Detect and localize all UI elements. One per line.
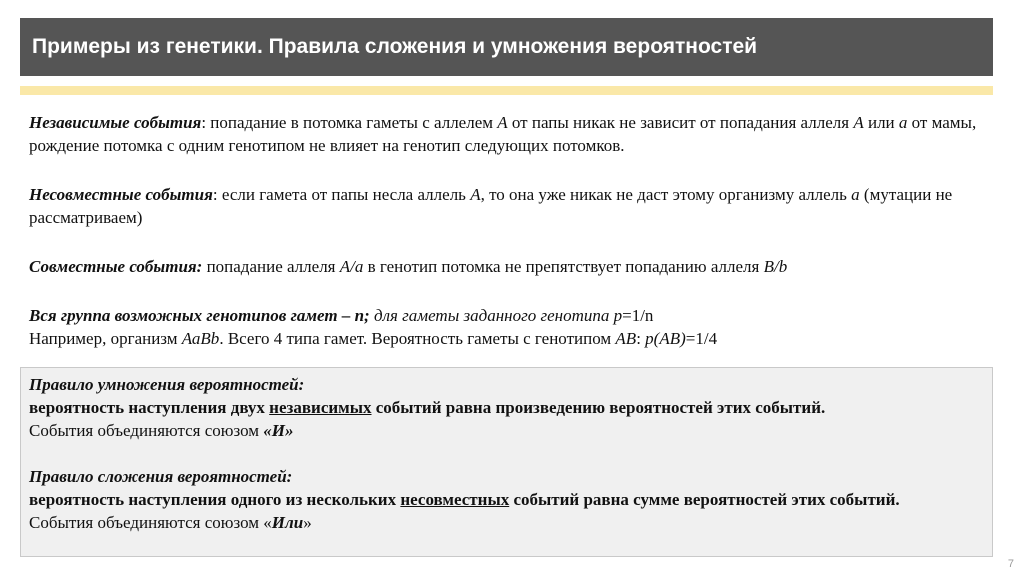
text-segment: событий равна сумме вероятностей этих событий. bbox=[509, 490, 900, 509]
multiplication-rule bbox=[29, 373, 984, 442]
allele-label: А/а bbox=[339, 257, 364, 276]
allele-label: А bbox=[470, 185, 481, 204]
genotype-label: АаВb bbox=[181, 329, 220, 348]
allele-label: а bbox=[898, 113, 908, 132]
text-segment: » bbox=[303, 513, 312, 532]
slide-content bbox=[29, 111, 989, 350]
gamete-probability-note: для гаметы заданного генотипа р bbox=[373, 306, 623, 325]
addition-rule-statement bbox=[29, 488, 984, 511]
text-segment: попадание аллеля bbox=[202, 257, 340, 276]
multiplication-rule-conjunction bbox=[29, 419, 984, 442]
independent-events-paragraph bbox=[29, 111, 989, 157]
text-segment: : bbox=[636, 329, 646, 348]
allele-label: В/b bbox=[763, 257, 788, 276]
probability-expression: р(АВ) bbox=[645, 329, 686, 348]
text-segment: =1/n bbox=[622, 306, 654, 325]
text-segment: : если гамета от папы несла аллель bbox=[212, 185, 471, 204]
text-segment: События объединяются союзом « bbox=[29, 513, 272, 532]
text-segment: вероятность наступления двух bbox=[29, 398, 270, 417]
text-segment: событий равна произведению вероятностей этих событий. bbox=[371, 398, 826, 417]
page-number: 7 bbox=[1007, 558, 1014, 570]
accent-divider bbox=[20, 86, 993, 95]
underlined-term: независимых bbox=[269, 398, 372, 417]
text-segment: от мамы, рождение потомка с одним генотипом не влияет на генотип следующих потомков. bbox=[29, 113, 977, 155]
text-segment: События объединяются союзом bbox=[29, 421, 264, 440]
incompatible-events-term: Несовместные события bbox=[29, 185, 213, 204]
gamete-group-paragraph bbox=[29, 304, 989, 350]
slide-title-bar bbox=[20, 18, 993, 76]
independent-events-term: Независимые события bbox=[29, 113, 202, 132]
multiplication-rule-statement bbox=[29, 396, 984, 419]
gamete-group-term: Вся группа возможных генотипов гамет – n; bbox=[29, 306, 370, 325]
text-segment: , то она уже никак не даст этому организму аллель bbox=[480, 185, 852, 204]
multiplication-rule-title: Правило умножения вероятностей: bbox=[29, 375, 305, 394]
allele-label: а bbox=[851, 185, 860, 204]
underlined-term: несовместных bbox=[400, 490, 510, 509]
text-segment: . Всего 4 типа гамет. Вероятность гаметы с генотипом bbox=[219, 329, 616, 348]
text-segment: (мутации не рассматриваем) bbox=[29, 185, 953, 227]
conjunction-word: Или bbox=[271, 513, 304, 532]
addition-rule-conjunction bbox=[29, 511, 984, 534]
text-segment: : попадание в потомка гаметы с аллелем bbox=[201, 113, 498, 132]
slide-title: Примеры из генетики. Правила сложения и умножения вероятностей bbox=[32, 35, 758, 58]
genotype-label: АВ bbox=[615, 329, 637, 348]
joint-events-term: Совместные события: bbox=[29, 257, 203, 276]
text-segment: Например, организм bbox=[29, 329, 182, 348]
rules-box bbox=[20, 367, 993, 557]
allele-label: А bbox=[497, 113, 508, 132]
text-segment: вероятность наступления одного из нескольких bbox=[29, 490, 401, 509]
text-segment: =1/4 bbox=[685, 329, 718, 348]
text-segment: от папы никак не зависит от попадания аллеля bbox=[507, 113, 854, 132]
text-segment: или bbox=[863, 113, 899, 132]
conjunction-word: «И» bbox=[263, 421, 294, 440]
addition-rule bbox=[29, 465, 984, 534]
addition-rule-title: Правило сложения вероятностей: bbox=[29, 467, 293, 486]
allele-label: А bbox=[853, 113, 864, 132]
incompatible-events-paragraph bbox=[29, 183, 989, 229]
text-segment: в генотип потомка не препятствует попаданию аллеля bbox=[363, 257, 764, 276]
joint-events-paragraph bbox=[29, 255, 989, 278]
